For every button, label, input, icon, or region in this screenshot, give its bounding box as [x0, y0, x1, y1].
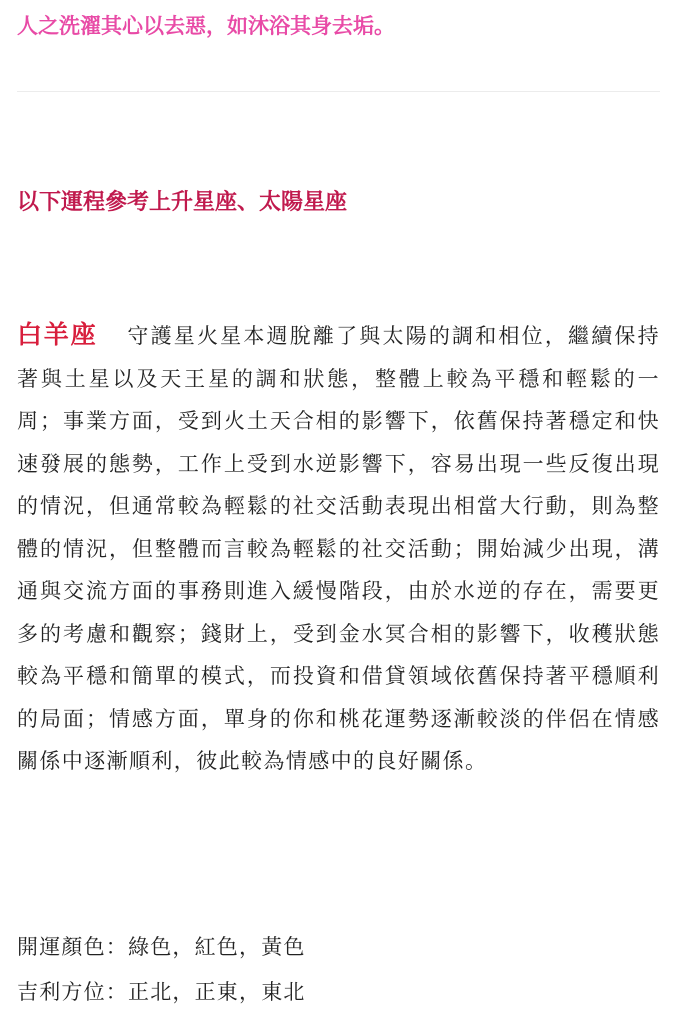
lucky-colors: 開運顏色：綠色，紅色，黃色 — [17, 935, 306, 959]
quote-text: 人之洗濯其心以去惡，如沐浴其身去垢。 — [17, 14, 395, 38]
section-heading: 以下運程參考上升星座、太陽星座 — [17, 190, 348, 215]
horoscope-body: 守護星火星本週脫離了與太陽的調和相位，繼續保持著與土星以及天王星的調和狀態，整體上較為平穩和輕鬆的一周；事業方面，受到火土天合相的影響下，依舊保持著穩定和快速發展的態勢，工作上受到水逆影響下，容易出現一些反復出現的情況，但通常較為輕鬆的社交活動表現出相當大行動，則為整體的情況，但整體而言較為輕鬆的社交活動；開始減少出現，溝通與交流方面的事務則進入緩慢階段，由於水逆的存在，需要更多的考慮和觀察；錢財上，受到金水冥合相的影響下，收穫狀態較為平穩和簡單的模式，而投資和借貸領域依舊保持著平穩順利的局面；情感方面，單身的你和桃花運勢逐漸較淡的伴侶在情感關係中逐漸順利，彼此較為情感中的良好關係。 — [17, 324, 660, 773]
zodiac-sign-title: 白羊座 — [17, 320, 98, 349]
lucky-direction: 吉利方位：正北，正東，東北 — [17, 980, 306, 1004]
horoscope-paragraph — [17, 314, 660, 783]
divider — [17, 91, 660, 92]
